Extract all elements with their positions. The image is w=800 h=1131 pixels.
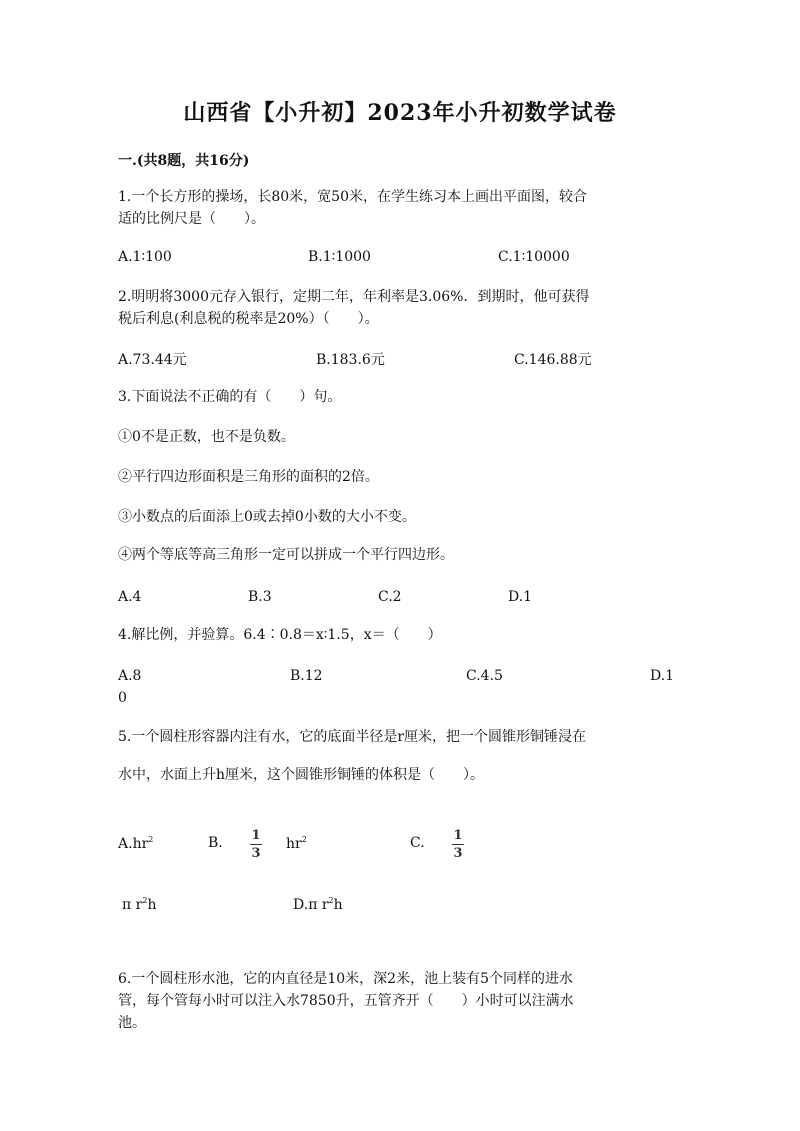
question-3-stem: 3.下面说法不正确的有（ ）句。 [118,389,342,405]
option-a-label: A. [118,836,133,852]
question-6-line-2: 管，每个管每小时可以注入水7850升，五管齐开（ ）小时可以注满水 [118,993,574,1009]
question-3-option-d: D.1 [508,589,533,605]
question-1-option-b: B.1∶1000 [308,249,371,265]
question-1-line-2: 适的比例尺是（ ）。 [118,211,265,227]
question-6-line-1: 6.一个圆柱形水池，它的内直径是10米，深2米，池上装有5个同样的进水 [118,971,573,987]
question-3-option-c: C.2 [378,589,402,605]
question-1-option-c: C.1∶10000 [498,249,570,265]
question-4-option-c: C.4.5 [466,668,503,684]
question-5-option-c-label: C. [410,835,425,851]
question-5-option-d: D.π $r^2h$ [293,896,343,913]
question-2-line-1: 2.明明将3000元存入银行，定期二年，年利率是3.06%．到期时，他可获得 [118,289,590,305]
question-2-option-c: C.146.88元 [514,352,592,368]
question-6-line-3: 池。 [118,1015,146,1031]
question-1-option-a: A.1∶100 [118,249,172,265]
question-3-statement-1: ①0不是正数，也不是负数。 [118,429,295,445]
question-3-statement-4: ④两个等底等高三角形一定可以拼成一个平行四边形。 [118,547,454,563]
question-5-option-c-continued: π $r^2h$ [122,896,157,913]
question-2-option-a: A.73.44元 [118,352,187,368]
section-heading: 一.(共8题，共16分) [118,153,250,169]
question-3-statement-2: ②平行四边形面积是三角形的面积的2倍。 [118,469,379,485]
question-4-option-d-wrap: 0 [118,690,127,706]
question-3-statement-3: ③小数点的后面添上0或去掉0小数的大小不变。 [118,509,416,525]
question-5-option-b-label: B. [208,835,223,851]
superscript-2: 2 [148,835,154,844]
fraction-one-third-c: 1 3 [453,828,463,861]
page-title: 山西省【小升初】2023年小升初数学试卷 [183,100,617,126]
question-5-line-1: 5.一个圆柱形容器内注有水，它的底面半径是r厘米，把一个圆锥形铜锤浸在 [118,729,587,745]
question-4-option-a: A.8 [118,668,142,684]
fraction-one-third-b: 1 3 [251,828,261,861]
question-5-line-2: 水中，水面上升h厘米，这个圆锥形铜锤的体积是（ ）。 [118,767,485,783]
question-3-option-a: A.4 [118,589,142,605]
question-5-option-b-text: $hr^2$ [286,835,307,852]
option-a-text: hr [132,836,149,852]
question-5-option-a [118,835,153,852]
question-3-option-b: B.3 [248,589,272,605]
question-2-option-b: B.183.6元 [316,352,385,368]
question-2-line-2: 税后利息(利息税的税率是20%）（ ）。 [118,311,379,327]
question-4-option-d: D.1 [650,668,675,684]
question-1-line-1: 1.一个长方形的操场，长80米，宽50米，在学生练习本上画出平面图，较合 [118,189,587,205]
question-4-option-b: B.12 [290,668,323,684]
question-4-stem: 4.解比例，并验算。6.4∶0.8＝x∶1.5，x＝（ ） [118,627,442,643]
